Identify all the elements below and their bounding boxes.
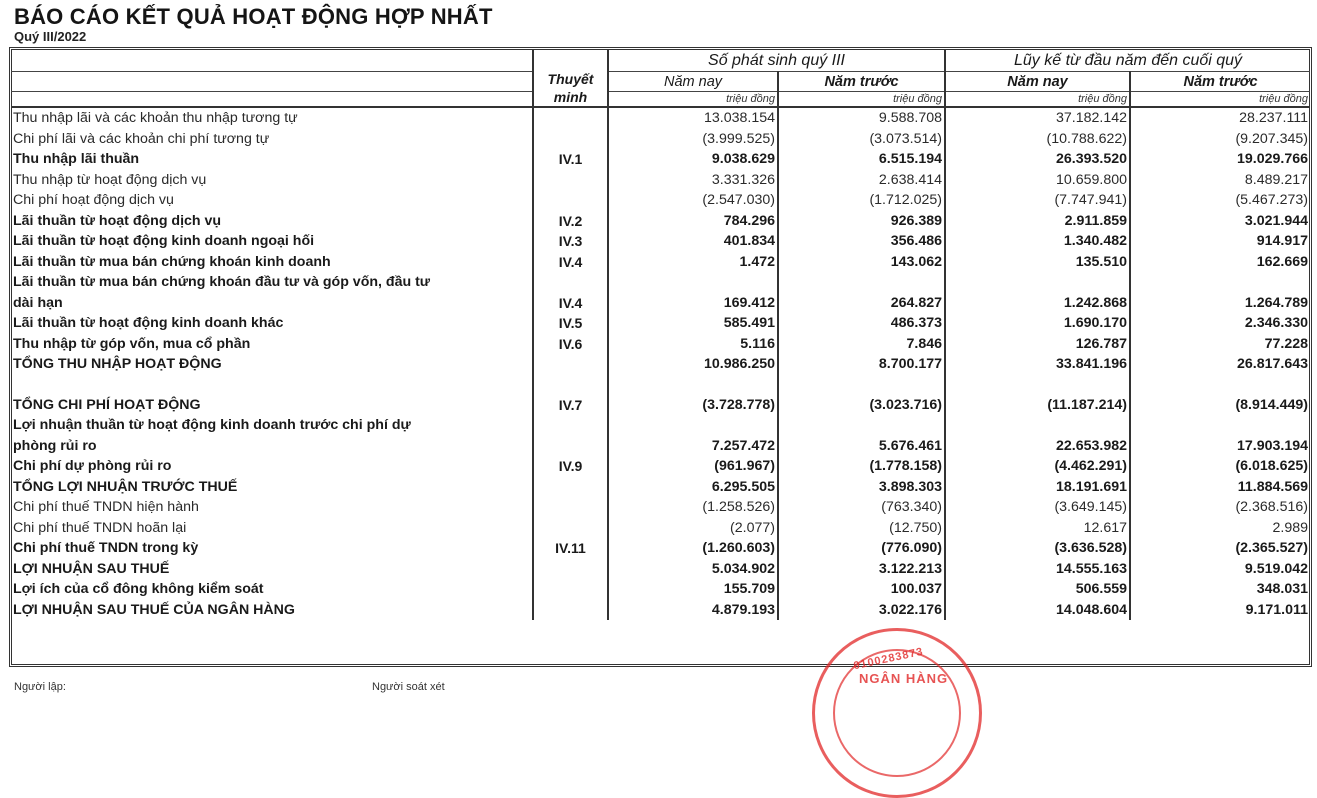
value-ytd-previous: 348.031 [1256,581,1309,597]
value-ytd-current: 26.393.520 [945,149,1130,170]
value-quarter-previous [778,375,945,395]
row-note-ref [533,190,608,211]
table-row [11,170,1310,191]
row-label: Chi phí thuế TNDN trong kỳ [13,540,199,556]
row-label: Chi phí thuế TNDN hiện hành [13,499,199,515]
value-ytd-current: 33.841.196 [945,354,1130,375]
value-ytd-previous: (8.914.449) [1235,396,1309,413]
value-ytd-current: 10.659.800 [945,170,1130,191]
table-row [11,129,1310,150]
row-label: Lợi ích của cổ đông không kiểm soát [13,581,264,597]
value-quarter-previous: (3.023.716) [778,395,945,416]
value-quarter-current: 3.331.326 [608,170,778,191]
row-note-ref [533,579,608,600]
table-row [11,313,1310,334]
table-row [11,252,1310,273]
header-note-line2: minh [553,89,588,105]
value-ytd-previous: 8.489.217 [1244,171,1309,188]
header-ytd-current-year: Năm nay [945,72,1130,92]
row-note-ref: IV.1 [533,149,608,170]
header-label-cell [11,49,533,72]
income-statement-table [11,49,1310,620]
value-ytd-previous: 2.989 [1272,519,1309,536]
value-ytd-previous: 3.021.944 [1244,212,1309,229]
value-ytd-previous: 11.884.569 [1237,478,1309,495]
report-title: BÁO CÁO KẾT QUẢ HOẠT ĐỘNG HỢP NHẤT [14,4,493,29]
value-ytd-previous: (9.207.345) [1235,130,1309,147]
value-quarter-previous: 100.037 [778,579,945,600]
value-quarter-current: (961.967) [608,456,778,477]
header-ytd-previous-year: Năm trước [1130,72,1310,92]
row-note-ref: IV.9 [533,456,608,477]
table-row [11,518,1310,539]
value-quarter-current: 10.986.250 [608,354,778,375]
value-ytd-current: (11.187.214) [945,395,1130,416]
value-quarter-previous: (3.073.514) [778,129,945,150]
value-ytd-current: 14.555.163 [945,559,1130,580]
row-note-ref [533,354,608,375]
value-quarter-current: 9.038.629 [608,149,778,170]
row-note-ref: IV.2 [533,211,608,232]
value-ytd-current: (10.788.622) [945,129,1130,150]
stamp-text: NGÂN HÀNG [859,671,949,686]
value-quarter-current: 13.038.154 [608,107,778,129]
value-ytd-current: 2.911.859 [945,211,1130,232]
value-quarter-current: 5.116 [608,334,778,355]
table-row [11,107,1310,129]
row-note-ref: IV.4 [533,293,608,314]
value-ytd-previous: (2.365.527) [1235,540,1309,556]
value-ytd-previous: 77.228 [1264,335,1309,352]
value-ytd-current: 1.690.170 [945,313,1130,334]
header-note-column [533,49,608,107]
value-quarter-previous: 264.827 [778,293,945,314]
row-label: Thu nhập từ góp vốn, mua cổ phần [13,335,251,352]
value-quarter-previous [778,415,945,436]
value-quarter-current: 784.296 [608,211,778,232]
row-note-ref [533,272,608,293]
value-ytd-current: (4.462.291) [945,456,1130,477]
value-ytd-previous: 9.519.042 [1244,560,1309,577]
value-quarter-current: 585.491 [608,313,778,334]
value-quarter-previous: (776.090) [778,538,945,559]
row-label: dài hạn [13,294,63,311]
row-label: TỔNG LỢI NHUẬN TRƯỚC THUẾ [13,478,238,495]
table-row [11,538,1310,559]
table-row [11,497,1310,518]
row-note-ref [533,559,608,580]
row-note-ref [533,497,608,518]
value-ytd-current: (3.649.145) [945,497,1130,518]
value-ytd-current [945,415,1130,436]
row-note-ref: IV.7 [533,395,608,416]
value-ytd-previous [1130,375,1310,395]
value-quarter-previous: (1.712.025) [778,190,945,211]
unit-label: triệu đồng [1130,92,1310,108]
value-quarter-previous: 3.898.303 [778,477,945,498]
row-note-ref [533,415,608,436]
row-label: Chi phí thuế TNDN hoãn lại [13,519,187,536]
value-ytd-previous: 1.264.789 [1244,294,1309,311]
table-row [11,211,1310,232]
value-quarter-current: 401.834 [608,231,778,252]
value-quarter-previous: 5.676.461 [778,436,945,457]
value-quarter-previous: 7.846 [778,334,945,355]
table-row [11,375,1310,395]
value-ytd-current: 18.191.691 [945,477,1130,498]
value-ytd-current: 22.653.982 [945,436,1130,457]
row-note-ref [533,600,608,621]
value-ytd-current: 1.340.482 [945,231,1130,252]
row-note-ref [533,170,608,191]
row-note-ref [533,477,608,498]
row-label: Chi phí hoạt động dịch vụ [13,192,174,208]
value-quarter-current: (2.547.030) [608,190,778,211]
value-quarter-previous: 356.486 [778,231,945,252]
value-quarter-previous [778,272,945,293]
value-ytd-previous: 914.917 [1256,233,1309,249]
row-label: Lợi nhuận thuần từ hoạt động kinh doanh trước chi phí dự [13,417,411,433]
row-label: Lãi thuần từ hoạt động kinh doanh ngoại hối [13,233,315,249]
value-ytd-current: (7.747.941) [945,190,1130,211]
table-body [11,107,1310,620]
row-label: LỢI NHUẬN SAU THUẾ [13,560,170,577]
value-ytd-current: 506.559 [945,579,1130,600]
value-quarter-previous: 9.588.708 [778,107,945,129]
header-group-quarter: Số phát sinh quý III [608,49,945,72]
value-ytd-current [945,375,1130,395]
table-row [11,579,1310,600]
table-row [11,395,1310,416]
table-row [11,272,1310,293]
row-label: Lãi thuần từ hoạt động kinh doanh khác [13,315,284,331]
footer-reviewer: Người soát xét [372,681,445,693]
unit-label: triệu đồng [945,92,1130,108]
value-quarter-current: 1.472 [608,252,778,273]
row-label: Thu nhập lãi thuần [13,151,140,167]
table-row [11,600,1310,621]
value-quarter-current: (1.258.526) [608,497,778,518]
header-label-cell [11,72,533,92]
row-note-ref: IV.5 [533,313,608,334]
value-quarter-current: 5.034.902 [608,559,778,580]
value-quarter-previous: 6.515.194 [778,149,945,170]
unit-label: triệu đồng [608,92,778,108]
stamp-code: 0100283873 [852,645,925,673]
value-ytd-previous [1130,415,1310,436]
unit-label: triệu đồng [778,92,945,108]
value-quarter-current [608,375,778,395]
table-row [11,293,1310,314]
row-note-ref: IV.11 [533,538,608,559]
row-note-ref [533,375,608,395]
row-label: Lãi thuần từ hoạt động dịch vụ [13,212,222,229]
header-quarter-previous-year: Năm trước [778,72,945,92]
value-quarter-current: (3.999.525) [608,129,778,150]
value-ytd-current [945,272,1130,293]
header-group-ytd: Lũy kế từ đầu năm đến cuối quý [945,49,1310,72]
header-label-cell [11,92,533,108]
value-quarter-previous: 143.062 [778,252,945,273]
value-quarter-current [608,415,778,436]
value-ytd-previous: 19.029.766 [1237,151,1309,167]
value-quarter-current: (2.077) [608,518,778,539]
value-ytd-current: 1.242.868 [945,293,1130,314]
value-ytd-previous [1130,272,1310,293]
value-ytd-previous: 26.817.643 [1237,356,1309,372]
value-quarter-previous: 486.373 [778,313,945,334]
footer-preparer: Người lập: [14,681,66,693]
value-quarter-previous: (1.778.158) [778,456,945,477]
row-label: TỔNG CHI PHÍ HOẠT ĐỘNG [13,396,201,413]
row-note-ref [533,107,608,129]
value-quarter-previous: (763.340) [778,497,945,518]
value-quarter-previous: (12.750) [778,518,945,539]
row-note-ref: IV.6 [533,334,608,355]
row-label: phòng rủi ro [13,437,97,454]
value-quarter-previous: 3.022.176 [778,600,945,621]
value-ytd-current: (3.636.528) [945,538,1130,559]
value-quarter-current: (1.260.603) [608,538,778,559]
value-quarter-previous: 3.122.213 [778,559,945,580]
header-quarter-current-year: Năm nay [608,72,778,92]
value-ytd-current: 37.182.142 [945,107,1130,129]
value-quarter-previous: 8.700.177 [778,354,945,375]
table-row [11,190,1310,211]
value-quarter-previous: 2.638.414 [778,170,945,191]
row-note-ref [533,129,608,150]
table-row [11,149,1310,170]
value-ytd-current: 14.048.604 [945,600,1130,621]
row-label: Lãi thuần từ mua bán chứng khoán đầu tư và góp vốn, đầu tư [13,274,431,290]
value-quarter-previous: 926.389 [778,211,945,232]
value-ytd-current: 126.787 [945,334,1130,355]
table-row [11,334,1310,355]
table-row [11,231,1310,252]
table-row [11,436,1310,457]
value-ytd-previous: 162.669 [1256,253,1309,270]
row-label: LỢI NHUẬN SAU THUẾ CỦA NGÂN HÀNG [13,601,295,618]
report-period: Quý III/2022 [14,29,87,44]
value-ytd-previous: (2.368.516) [1235,499,1309,515]
table-row [11,559,1310,580]
row-label: Chi phí dự phòng rủi ro [13,458,172,474]
row-note-ref: IV.4 [533,252,608,273]
header-note-line1: Thuyết [547,71,594,87]
value-quarter-current: 6.295.505 [608,477,778,498]
table-row [11,415,1310,436]
value-ytd-current: 135.510 [945,252,1130,273]
row-label: Thu nhập từ hoạt động dịch vụ [13,171,207,188]
row-note-ref [533,436,608,457]
stamp-inner-ring [833,649,961,777]
value-ytd-current: 12.617 [945,518,1130,539]
value-quarter-current: 4.879.193 [608,600,778,621]
table-row [11,456,1310,477]
row-note-ref: IV.3 [533,231,608,252]
value-quarter-current: 169.412 [608,293,778,314]
value-ytd-previous: (5.467.273) [1235,192,1309,208]
row-label [11,375,533,395]
value-quarter-current: 7.257.472 [608,436,778,457]
value-ytd-previous: 28.237.111 [1239,110,1309,126]
row-note-ref [533,518,608,539]
value-ytd-previous: (6.018.625) [1235,458,1309,474]
value-quarter-current [608,272,778,293]
value-quarter-current: 155.709 [608,579,778,600]
row-label: Chi phí lãi và các khoản chi phí tương tự [13,130,270,147]
value-ytd-previous: 9.171.011 [1245,601,1309,618]
row-label: TỔNG THU NHẬP HOẠT ĐỘNG [13,356,222,372]
value-ytd-previous: 17.903.194 [1237,437,1309,454]
value-quarter-current: (3.728.778) [608,395,778,416]
table-row [11,477,1310,498]
row-label: Thu nhập lãi và các khoản thu nhập tương tự [13,110,298,126]
row-label: Lãi thuần từ mua bán chứng khoán kinh doanh [13,253,331,270]
value-ytd-previous: 2.346.330 [1244,315,1309,331]
table-row [11,354,1310,375]
